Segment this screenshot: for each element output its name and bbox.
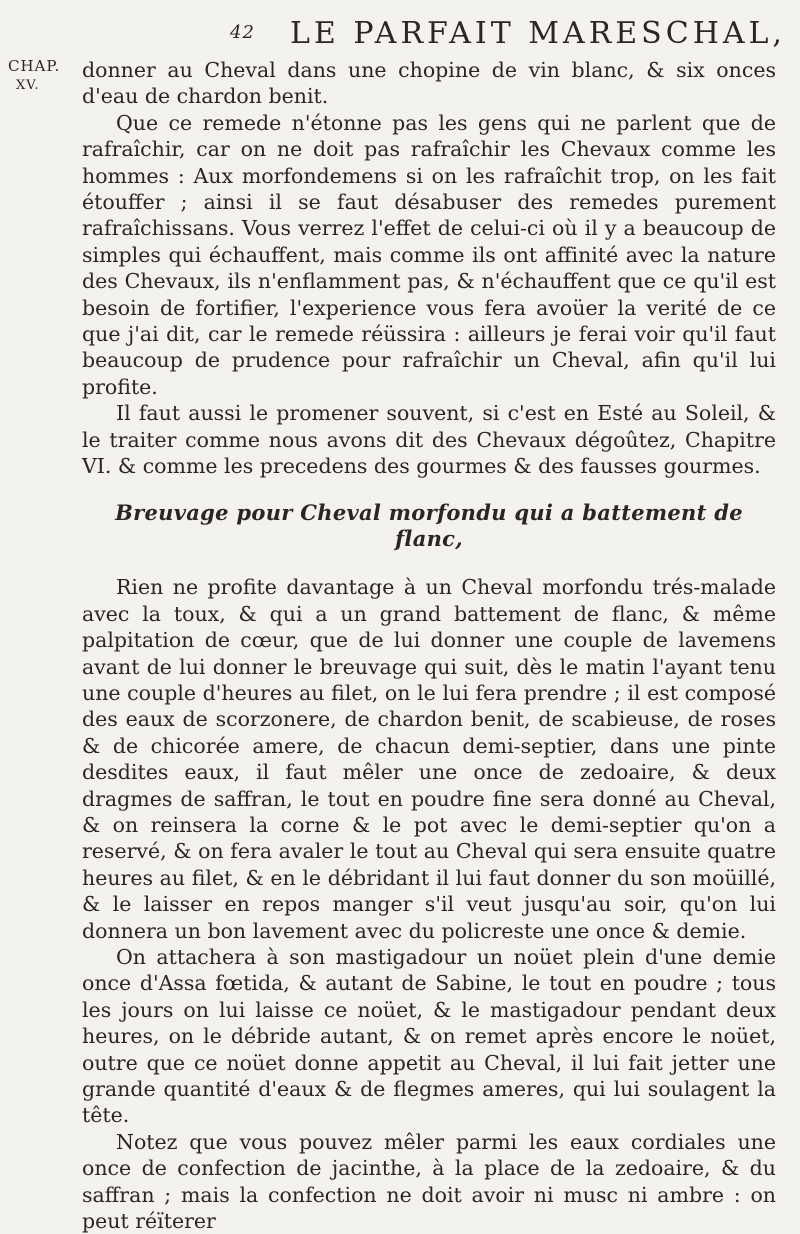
margin-note-number: XV. — [16, 78, 40, 93]
page-header — [230, 16, 786, 60]
paragraph: Notez que vous pouvez mêler parmi les eaux cordiales une once de confection de jacinthe, à la place de la zedoaire, & du saffran ; mais la confection ne doit avoir ni musc ni ambre : on peut réïterer — [82, 1129, 776, 1234]
section-heading: Breuvage pour Cheval morfondu qui a battement de flanc, — [115, 499, 743, 551]
margin-note-chapter: CHAP. — [8, 57, 61, 75]
paragraph: On attachera à son mastigadour un noüet plein d'une demie once d'Assa fœtida, & autant de Sabine, le tout en poudre ; tous les jours on lui laisse ce noüet, & le mastigadour pendant deux heures, on le débride autant, & on remet après encore le noüet, outre que ce noüet donne appetit au Cheval, il lui fait jetter une grande quantité d'eaux & de flegmes ameres, qui lui soulagent la tête. — [82, 945, 776, 1128]
paragraph: Il faut aussi le promener souvent, si c'est en Esté au Soleil, & le traiter comme nous avons dit des Chevaux dégoûtez, Chapitre VI. & comme les precedens des gourmes & des fausses gourmes. — [82, 401, 776, 479]
paragraph: Rien ne profite davantage à un Cheval morfondu trés-malade avec la toux, & qui a un grand battement de flanc, & même palpitation de cœur, que de lui donner une couple de lavemens avant de lui donner le breuvage qui suit, dès le matin l'ayant tenu une couple d'heures au filet, on le lui fera prendre ; il est composé des eaux de scorzonere, de chardon benit, de scabieuse, de roses & de chicorée amere, de chacun demi-septier, dans une pinte desdites eaux, il faut mêler une once de zedoaire, & deux dragmes de saffran, le tout en poudre fine sera donné au Cheval, & on reinsera la corne & le pot avec le demi-septier qu'on a reservé, & on fera avaler le tout au Cheval qui sera ensuite quatre heures au filet, & en le débridant il lui faut donner du son moüillé, & le laisser en repos manger s'il veut jusqu'au soir, qu'on lui donnera un bon lavement avec du policreste une once & demie. — [82, 575, 776, 943]
paragraph: donner au Cheval dans une chopine de vin blanc, & six onces d'eau de chardon benit. — [82, 58, 776, 109]
page-number: 42 — [230, 22, 255, 43]
chapter-margin-note — [8, 57, 68, 95]
paragraph: Que ce remede n'étonne pas les gens qui ne parlent que de rafraîchir, car on ne doit pas rafraîchir les Chevaux comme les hommes : Aux morfondemens si on les rafraîchit trop, on les fait étouffer ; ainsi il se faut désabuser des remedes purement rafraîchissans. Vous verrez l'effet de celui-ci où il y a beaucoup de simples qui échauffent, mais comme ils ont affinité avec la nature des Chevaux, ils n'enflamment pas, & n'échauffent que ce qu'il est besoin de fortifier, l'experience vous fera avoüer la verité de ce que j'ai dit, car le remede réüssira : ailleurs je ferai voir qu'il faut beaucoup de prudence pour rafraîchir un Cheval, afin qu'il lui profite. — [82, 110, 776, 399]
running-title: LE PARFAIT MARESCHAL, — [290, 16, 786, 51]
body-text — [82, 57, 776, 1234]
